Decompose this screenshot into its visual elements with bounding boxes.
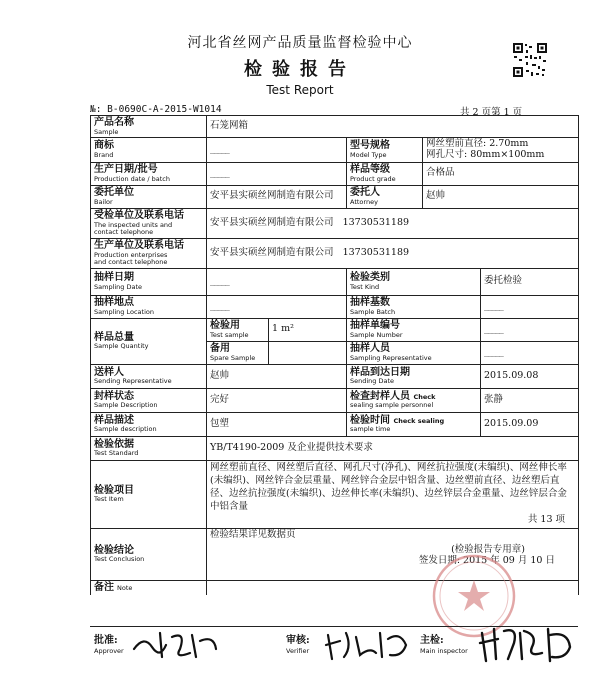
label-bailor: 委托单位 Bailor [91,185,207,208]
value-bailor: 安平县实硕丝网制造有限公司 [207,185,347,208]
label-test-kind: 检验类别 Test Kind [347,268,481,295]
inspection-report-form [90,115,579,595]
signature-row [90,626,578,667]
verifier-label-en: Verifier [286,647,310,655]
value-note [207,580,579,594]
approver-signature [130,627,222,663]
label-producer: 生产单位及联系电话 Production enterprises and contact telephone [91,238,207,268]
value-sampling-representative: _____ [481,341,579,364]
label-grade: 样品等级 Product grade [347,162,423,185]
label-sample-number: 抽样单编号 Sample Number [347,318,481,341]
label-test-conclusion: 检验结论 Test Conclusion [91,528,207,580]
label-sampling-representative: 抽样人员 Sampling Representative [347,341,481,364]
table-row [91,185,579,208]
report-title-en: Test Report [266,83,334,97]
label-sample-description: 样品描述 Sample description [91,412,207,436]
inspected-telephone: 13730531189 [342,216,410,228]
label-attorney: 委托人 Attorney [347,185,423,208]
value-test-kind: 委托检验 [481,268,579,295]
label-model: 型号规格 Model Type [347,137,423,162]
value-producer: 安平县实硕丝网制造有限公司 13730531189 [207,238,579,268]
value-sending-representative: 赵帅 [207,364,347,388]
value-sending-date: 2015.09.08 [481,364,579,388]
value-sampling-date: _____ [207,268,347,295]
approver-label: 批准: [94,635,118,646]
table-row [91,388,579,412]
report-seal-label: (检验报告专用章) [451,543,526,555]
value-test-items: 网丝塑前直径、网丝塑后直径、网孔尺寸(净孔)、网丝抗拉强度(未编织)、网丝伸长率(未编织)、网丝锌合金层重量、网丝锌合金层中铝含量、边丝塑前直径、边丝塑后直径、边丝抗拉强度(未编织)、边丝伸长率(未编织)、边丝锌层合金重量、边丝锌层合金中铝含量 共 13 项 [207,460,579,528]
table-row [91,295,579,318]
value-production-date: _____ [207,162,347,185]
table-row [91,208,579,238]
producer-telephone: 13730531189 [342,246,410,258]
value-spare-sample [269,341,347,364]
table-row [91,364,579,388]
report-title-cn: 检验报告 [244,59,356,80]
table-row [91,238,579,268]
value-sample-batch: _____ [481,295,579,318]
main-inspector-label: 主检: [420,635,444,646]
value-grade: 合格品 [423,162,579,185]
label-note: 备注 Note [91,580,207,594]
table-row [91,412,579,436]
label-production-date: 生产日期/批号 Production date / batch [91,162,207,185]
value-brand: _____ [207,137,347,162]
label-seal-personnel: 检查封样人员 Check sealing sample personnel [347,388,481,412]
table-row [91,460,579,528]
label-inspected-unit: 受检单位及联系电话 The inspected units and contact telephone [91,208,207,238]
value-check-time: 2015.09.09 [481,412,579,436]
issue-date: 签发日期: 2015 年 09 月 10 日 [418,554,556,566]
value-test-standard: YB/T4190-2009 及企业提供技术要求 [207,436,579,460]
label-test-standard: 检验依据 Test Standard [91,436,207,460]
label-sending-date: 样品到达日期 Sending Date [347,364,481,388]
label-sending-representative: 送样人 Sending Representative [91,364,207,388]
label-test-items: 检验项目 Test Item [91,460,207,528]
label-spare-sample: 备用 Spare Sample [207,341,269,364]
label-check-time: 检验时间 Check sealing sample time [347,412,481,436]
value-seal-personnel: 张静 [481,388,579,412]
test-items-count: 共 13 项 [527,513,566,525]
label-seal-status: 封样状态 Sample Description [91,388,207,412]
table-row [91,436,579,460]
label-brand: 商标 Brand [91,137,207,162]
value-sample-description: 包塑 [207,412,347,436]
table-row [91,116,579,138]
verifier-label: 审核: [286,635,310,646]
value-sampling-location: _____ [207,295,347,318]
label-sample-batch: 抽样基数 Sample Batch [347,295,481,318]
inspection-center-name: 河北省丝网产品质量监督检验中心 [187,35,413,51]
table-row [91,162,579,185]
main-inspector-signature [478,623,576,665]
value-sample-number: _____ [481,318,579,341]
label-test-sample: 检验用 Test sample [207,318,269,341]
label-sampling-location: 抽样地点 Sampling Location [91,295,207,318]
approver-label-en: Approver [94,647,124,655]
value-product: 石笼网箱 [207,116,579,138]
label-sample-quantity: 样品总量 Sample Quantity [91,318,207,364]
value-test-conclusion: 检验结果详见数据页 (检验报告专用章) 签发日期: 2015 年 09 月 10 日 [207,528,579,580]
value-model: 网丝塑前直径: 2.70mm 网孔尺寸: 80mm×100mm [423,137,579,162]
value-attorney: 赵帅 [423,185,579,208]
qr-code-icon [512,42,548,78]
value-inspected-unit: 安平县实硕丝网制造有限公司 13730531189 [207,208,579,238]
report-number: №: B-0690C-A-2015-W1014 [90,104,222,115]
value-seal-status: 完好 [207,388,347,412]
verifier-signature [322,627,414,663]
main-inspector-label-en: Main inspector [420,647,468,655]
label-product: 产品名称 Sample [91,116,207,138]
value-test-sample: 1 m² [269,318,347,341]
label-sampling-date: 抽样日期 Sampling Date [91,268,207,295]
page-indicator: 共 2 页第 1 页 [460,107,523,118]
table-row [91,137,579,162]
table-row [91,268,579,295]
table-row [91,318,579,341]
